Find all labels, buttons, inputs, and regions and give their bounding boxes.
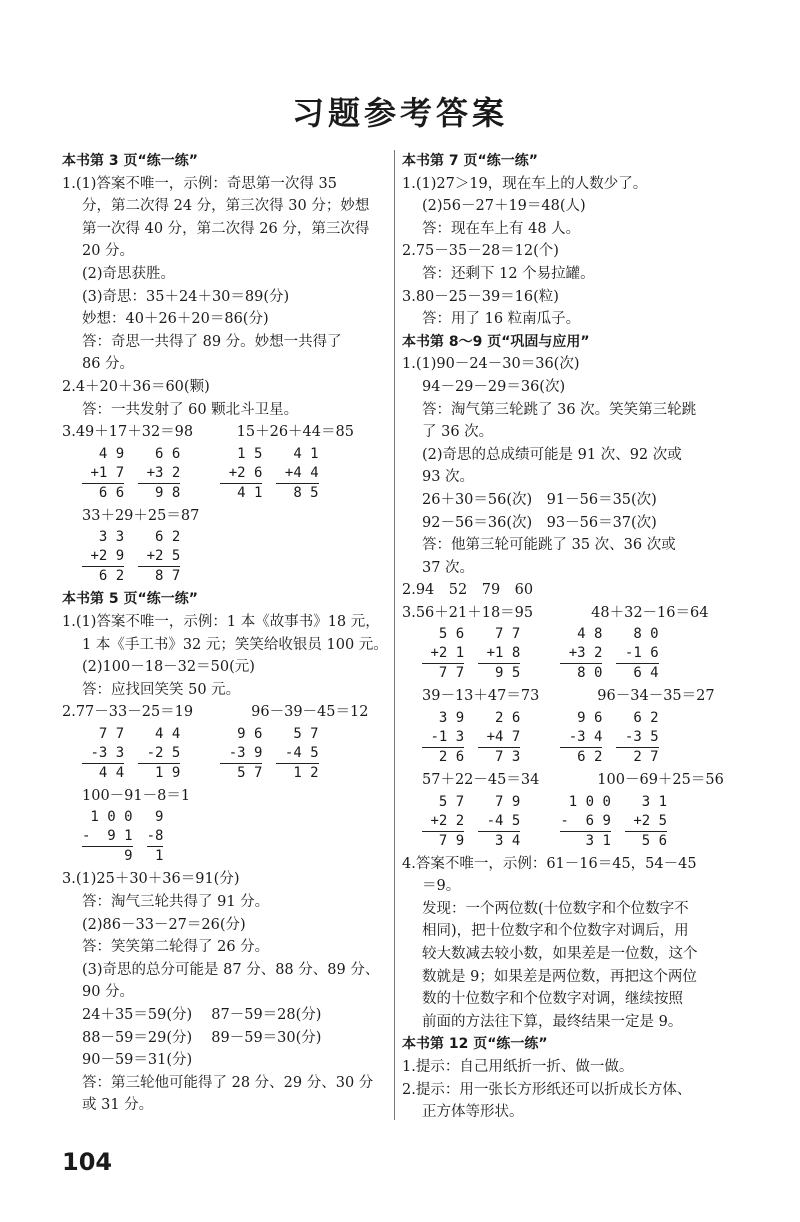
text-line: 90 分。: [82, 984, 135, 1001]
text-line: 3.56＋21＋18＝95 48＋32－16＝64: [402, 604, 709, 621]
text-line: ＝9。: [422, 878, 461, 895]
vertical-calc: [478, 625, 520, 683]
text-line: 答：淘气三轮共得了 91 分。: [82, 894, 270, 911]
text-line: 2.提示：用一张长方形纸还可以折成长方体、: [402, 1081, 692, 1098]
calc-line: 3 3: [82, 529, 125, 546]
vertical-calc-group: [82, 445, 180, 503]
calc-line: 6 2: [560, 749, 603, 766]
calc-line: 8 7: [138, 568, 181, 585]
calc-line: +3 2: [138, 464, 180, 484]
vertical-calc: [422, 625, 464, 683]
text-line: 2.75－35－28＝12(个): [402, 243, 559, 260]
calc-line: +2 6: [220, 464, 262, 484]
calc-line: 8 0: [616, 626, 659, 643]
calc-line: 9 5: [478, 665, 521, 682]
vertical-calc: [82, 528, 124, 586]
vertical-calc: [560, 793, 611, 851]
text-line: 答：奇思一共得了 89 分。妙想一共得了: [82, 333, 342, 350]
calc-line: 7 3: [478, 749, 521, 766]
calc-line: 1 5: [220, 445, 263, 462]
calc-line: +2 2: [422, 812, 464, 832]
text-line: 数就是 9；如果差是两位数，再把这个两位: [422, 968, 697, 985]
text-line: 94－29－29＝36(次): [422, 378, 566, 395]
calc-line: -2 5: [138, 744, 180, 764]
calc-line: 7 7: [478, 626, 521, 643]
vertical-calc: [276, 445, 318, 503]
calc-line: 4 9: [82, 445, 125, 462]
calc-line: -3 4: [560, 728, 602, 748]
text-line: 第一次得 40 分，第二次得 26 分，第三次得: [82, 220, 370, 237]
text-line: 86 分。: [82, 356, 135, 373]
vertical-calc-group: [560, 793, 667, 851]
calc-line: -1 3: [422, 728, 464, 748]
vertical-calc-group: [220, 725, 318, 783]
text-line: 前面的方法往下算，最终结果一定是 9。: [422, 1013, 683, 1030]
text-line: 37 次。: [422, 559, 475, 576]
page-number: 104: [62, 1148, 113, 1176]
calc-line: 8 0: [560, 665, 603, 682]
text-line: 较大数减去较小数，如果差是一位数，这个: [422, 946, 698, 963]
calc-line: +3 2: [560, 644, 602, 664]
calc-line: +2 5: [625, 812, 667, 832]
vertical-calc-row: [62, 528, 390, 586]
vertical-calc: [276, 725, 318, 783]
vertical-calc-group: [82, 725, 180, 783]
section-heading: 本书第 5 页“练一练”: [62, 591, 198, 608]
text-line: 26＋30＝56(次) 91－56＝35(次): [422, 491, 657, 508]
vertical-calc: [422, 709, 464, 767]
text-line: 1 本《手工书》32 元；笑笑给收银员 100 元。: [82, 636, 388, 653]
calc-line: +1 8: [478, 644, 520, 664]
text-line: (2)奇思获胜。: [82, 265, 176, 282]
calc-line: +1 7: [82, 464, 124, 484]
vertical-calc-group: [422, 625, 520, 683]
vertical-calc: [422, 793, 464, 851]
calc-line: -1 6: [616, 644, 658, 664]
text-line: 92－56＝36(次) 93－56＝37(次): [422, 514, 657, 531]
calc-line: +2 1: [422, 644, 464, 664]
calc-line: 6 6: [82, 484, 125, 501]
calc-line: 5 6: [624, 832, 668, 849]
text-line: 1.(1)27＞19，现在车上的人数少了。: [402, 175, 648, 192]
calc-line: 5 7: [276, 725, 319, 742]
text-line: (3)奇思的总分可能是 87 分、88 分、89 分、: [82, 961, 380, 978]
calc-line: 4 4: [138, 725, 181, 742]
text-line: 1.提示：自己用纸折一折、做一做。: [402, 1059, 634, 1075]
text-line: 相同)，把十位数字和个位数字对调后，用: [422, 923, 689, 940]
calc-line: 3 4: [478, 832, 521, 849]
text-line: (2)100－18－32＝50(元): [82, 659, 255, 676]
calc-line: 7 9: [478, 793, 521, 810]
section-heading: 本书第 3 页“练一练”: [62, 153, 198, 169]
text-line: 答：还剩下 12 个易拉罐。: [422, 265, 595, 282]
vertical-calc-row: [62, 445, 390, 503]
section-heading: 本书第 8～9 页“巩固与应用”: [402, 333, 590, 350]
vertical-calc-group: [560, 625, 658, 683]
vertical-calc: [625, 793, 667, 851]
text-line: 妙想：40＋26＋20＝86(分): [82, 311, 269, 328]
text-line: 3.(1)25＋30＋36＝91(分): [62, 871, 240, 888]
calc-line: 5 6: [422, 626, 465, 643]
calc-line: -4 5: [276, 744, 318, 764]
text-line: (2)奇思的总成绩可能是 91 次、92 次或: [422, 446, 682, 463]
calc-line: 7 7: [82, 725, 125, 742]
column-divider: [394, 150, 395, 1120]
text-line: (3)奇思：35＋24＋30＝89(分): [82, 288, 290, 305]
text-line: 90－59＝31(分): [82, 1052, 193, 1069]
text-line: 分，第二次得 24 分，第三次得 30 分；妙想: [82, 198, 370, 215]
vertical-calc-group: [220, 445, 318, 503]
text-line: 1.(1)答案不唯一，示例：奇思第一次得 35: [62, 175, 337, 192]
text-line: 答：应找回笑笑 50 元。: [82, 681, 241, 698]
calc-line: 8 5: [276, 484, 319, 501]
calc-line: +4 7: [478, 728, 520, 748]
text-line: 20 分。: [82, 243, 135, 260]
calc-line: 5 7: [422, 793, 465, 810]
text-line: 39－13＋47＝73 96－34－35＝27: [422, 688, 715, 705]
right-column: [402, 150, 730, 1124]
calc-line: 1: [146, 848, 164, 865]
vertical-calc: [82, 725, 124, 783]
vertical-calc: [616, 709, 658, 767]
vertical-calc-row: [402, 793, 730, 851]
text-line: 57＋22－45＝34 100－69＋25＝56: [422, 772, 724, 789]
vertical-calc-row: [402, 625, 730, 683]
text-line: 100－91－8＝1: [82, 787, 191, 804]
text-line: 了 36 次。: [422, 424, 494, 441]
vertical-calc-group: [82, 528, 180, 586]
vertical-calc: [82, 445, 124, 503]
calc-line: +2 9: [82, 547, 124, 567]
vertical-calc: [220, 445, 262, 503]
text-line: 答：他第三轮可能跳了 35 次、36 次或: [422, 537, 676, 554]
vertical-calc: [138, 445, 180, 503]
vertical-calc-row: [62, 725, 390, 783]
section-heading: 本书第 7 页“练一练”: [402, 153, 538, 169]
vertical-calc-row: [402, 709, 730, 767]
text-line: 答：淘气第三轮跳了 36 次。笑笑第三轮跳: [422, 401, 697, 418]
calc-line: 5 7: [220, 764, 263, 781]
vertical-calc-row: [62, 808, 390, 866]
vertical-calc-group: [422, 793, 520, 851]
calc-line: - 9 1: [82, 827, 133, 847]
calc-line: 4 1: [276, 445, 319, 462]
text-line: 或 31 分。: [82, 1097, 154, 1114]
vertical-calc: [220, 725, 262, 783]
calc-line: 2 6: [422, 749, 465, 766]
text-line: 1.(1)答案不唯一，示例：1 本《故事书》18 元，: [62, 613, 380, 630]
calc-line: 1 0 0: [90, 809, 133, 826]
calc-line: 1 0 0: [568, 793, 611, 810]
text-line: 答：用了 16 粒南瓜子。: [422, 311, 581, 328]
calc-line: 9: [90, 848, 133, 865]
calc-line: 9 6: [560, 710, 603, 727]
calc-line: 9 8: [138, 484, 181, 501]
text-line: 33＋29＋25＝87: [82, 507, 200, 524]
calc-line: 3 1: [624, 793, 668, 810]
calc-line: 9: [146, 809, 164, 826]
vertical-calc: [560, 709, 602, 767]
calc-line: 9 6: [220, 725, 263, 742]
vertical-calc: [616, 625, 658, 683]
calc-line: -3 3: [82, 744, 124, 764]
text-line: 3.80－25－39＝16(粒): [402, 288, 559, 305]
vertical-calc-group: [560, 709, 658, 767]
text-line: (2)86－33－27＝26(分): [82, 916, 246, 933]
calc-line: 3 9: [422, 710, 465, 727]
calc-line: 3 1: [568, 832, 611, 849]
vertical-calc: [138, 528, 180, 586]
left-column: [62, 150, 390, 1117]
calc-line: - 6 9: [560, 812, 611, 832]
text-line: 数的十位数字和个位数字对调，继续按照: [422, 991, 683, 1008]
text-line: 24＋35＝59(分) 87－59＝28(分): [82, 1007, 322, 1024]
calc-line: 1 9: [138, 764, 181, 781]
vertical-calc: [560, 625, 602, 683]
text-line: 2.94 52 79 60: [402, 582, 534, 599]
vertical-calc: [478, 793, 520, 851]
calc-line: 6 2: [616, 710, 659, 727]
calc-line: 6 4: [616, 665, 659, 682]
calc-line: 1 2: [276, 764, 319, 781]
section-heading: 本书第 12 页“练一练”: [402, 1036, 548, 1053]
calc-line: +2 5: [138, 547, 180, 567]
text-line: 发现：一个两位数(十位数字和个位数字不: [422, 900, 689, 917]
text-line: 3.49＋17＋32＝98 15＋26＋44＝85: [62, 424, 354, 441]
page-title: 习题参考答案: [291, 94, 508, 132]
vertical-calc: [147, 808, 164, 866]
calc-line: 7 7: [422, 665, 465, 682]
calc-line: 7 9: [422, 832, 465, 849]
vertical-calc-group: [82, 808, 163, 866]
text-line: (2)56－27＋19＝48(人): [422, 198, 586, 215]
calc-line: 6 2: [138, 529, 181, 546]
text-line: 答：笑笑第二轮得了 26 分。: [82, 939, 270, 956]
calc-line: -4 5: [478, 812, 520, 832]
vertical-calc: [478, 709, 520, 767]
text-line: 正方体等形状。: [422, 1104, 524, 1121]
calc-line: +4 4: [276, 464, 318, 484]
calc-line: 4 8: [560, 626, 603, 643]
text-line: 2.77－33－25＝19 96－39－45＝12: [62, 704, 369, 721]
calc-line: -3 9: [220, 744, 262, 764]
calc-line: 4 4: [82, 764, 125, 781]
calc-line: 4 1: [220, 484, 263, 501]
text-line: 88－59＝29(分) 89－59＝30(分): [82, 1029, 322, 1046]
text-line: 答：第三轮他可能得了 28 分、29 分、30 分: [82, 1074, 374, 1091]
text-line: 93 次。: [422, 469, 475, 486]
vertical-calc: [82, 808, 133, 866]
vertical-calc: [138, 725, 180, 783]
text-line: 4.答案不唯一，示例：61－16＝45，54－45: [402, 855, 697, 872]
calc-line: 2 7: [616, 749, 659, 766]
text-line: 答：现在车上有 48 人。: [422, 220, 581, 237]
calc-line: 6 6: [138, 445, 181, 462]
vertical-calc-group: [422, 709, 520, 767]
calc-line: -8: [147, 827, 164, 847]
text-line: 1.(1)90－24－30＝36(次): [402, 356, 580, 373]
text-line: 2.4＋20＋36＝60(颗): [62, 378, 210, 395]
calc-line: 6 2: [82, 568, 125, 585]
text-line: 答：一共发射了 60 颗北斗卫星。: [82, 401, 299, 418]
calc-line: 2 6: [478, 710, 521, 727]
calc-line: -3 5: [616, 728, 658, 748]
